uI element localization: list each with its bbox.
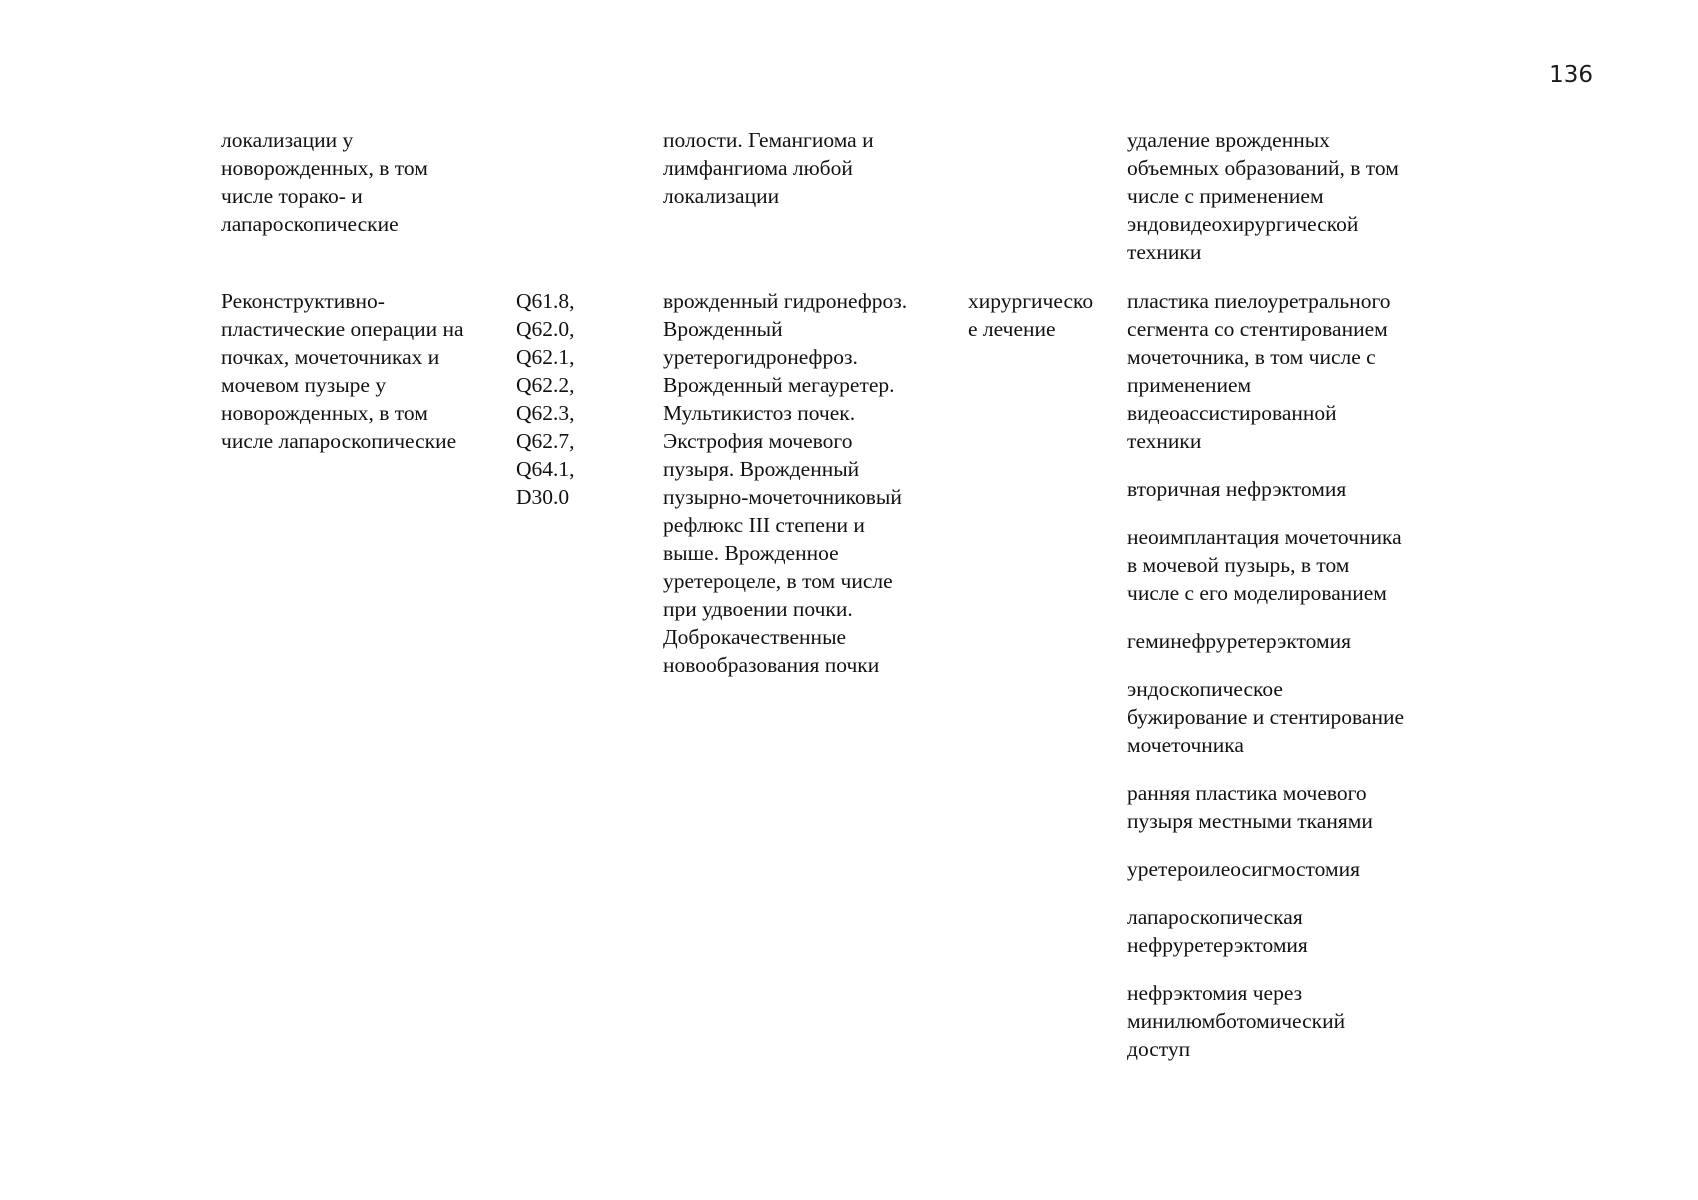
procedure-name-cell: локализации у новорожденных, в том числе торако- и лапароскопические: [221, 128, 428, 236]
method-item: лапароскопическая нефруретерэктомия: [1127, 905, 1308, 957]
method-item: геминефруретерэктомия: [1127, 629, 1352, 653]
method-item: вторичная нефрэктомия: [1127, 477, 1347, 501]
methods-cell: [1127, 287, 1467, 1083]
procedure-name-cell: Реконструктивно- пластические операции на почках, мочеточниках и мочевом пузыре у новорожденных, в том числе лапароскопические: [221, 289, 464, 453]
method-item: неоимплантация мочеточника в мочевой пузырь, в том числе с его моделированием: [1127, 525, 1402, 605]
method-item: эндоскопическое бужирование и стентирование мочеточника: [1127, 677, 1405, 757]
page-number: 136: [1549, 62, 1593, 88]
diagnosis-cell: врожденный гидронефроз. Врожденный уретерогидронефроз. Врожденный мегауретер. Мультикистоз почек. Экстрофия мочевого пузыря. Врожденный пузырно-мочеточниковый рефлюкс III степени и выше. Врожденное уретероцеле, в том числе при удвоении почки. Доброкачественные новообразования почки: [663, 289, 908, 677]
method-item: уретероилеосигмостомия: [1127, 857, 1361, 881]
method-item: ранняя пластика мочевого пузыря местными тканями: [1127, 781, 1373, 833]
methods-cell: [1127, 126, 1467, 286]
diagnosis-cell: полости. Гемангиома и лимфангиома любой локализации: [663, 128, 874, 208]
method-item: нефрэктомия через минилюмботомический доступ: [1127, 981, 1346, 1061]
method-item: удаление врожденных объемных образований, в том числе с применением эндовидеохирургической техники: [1127, 128, 1399, 264]
treatment-type-cell: хирургическо е лечение: [968, 289, 1094, 341]
icd-codes-cell: Q61.8, Q62.0, Q62.1, Q62.2, Q62.3, Q62.7, Q64.1, D30.0: [516, 289, 575, 509]
method-item: пластика пиелоуретрального сегмента со стентированием мочеточника, в том числе с применением видеоассистированной техники: [1127, 289, 1391, 453]
